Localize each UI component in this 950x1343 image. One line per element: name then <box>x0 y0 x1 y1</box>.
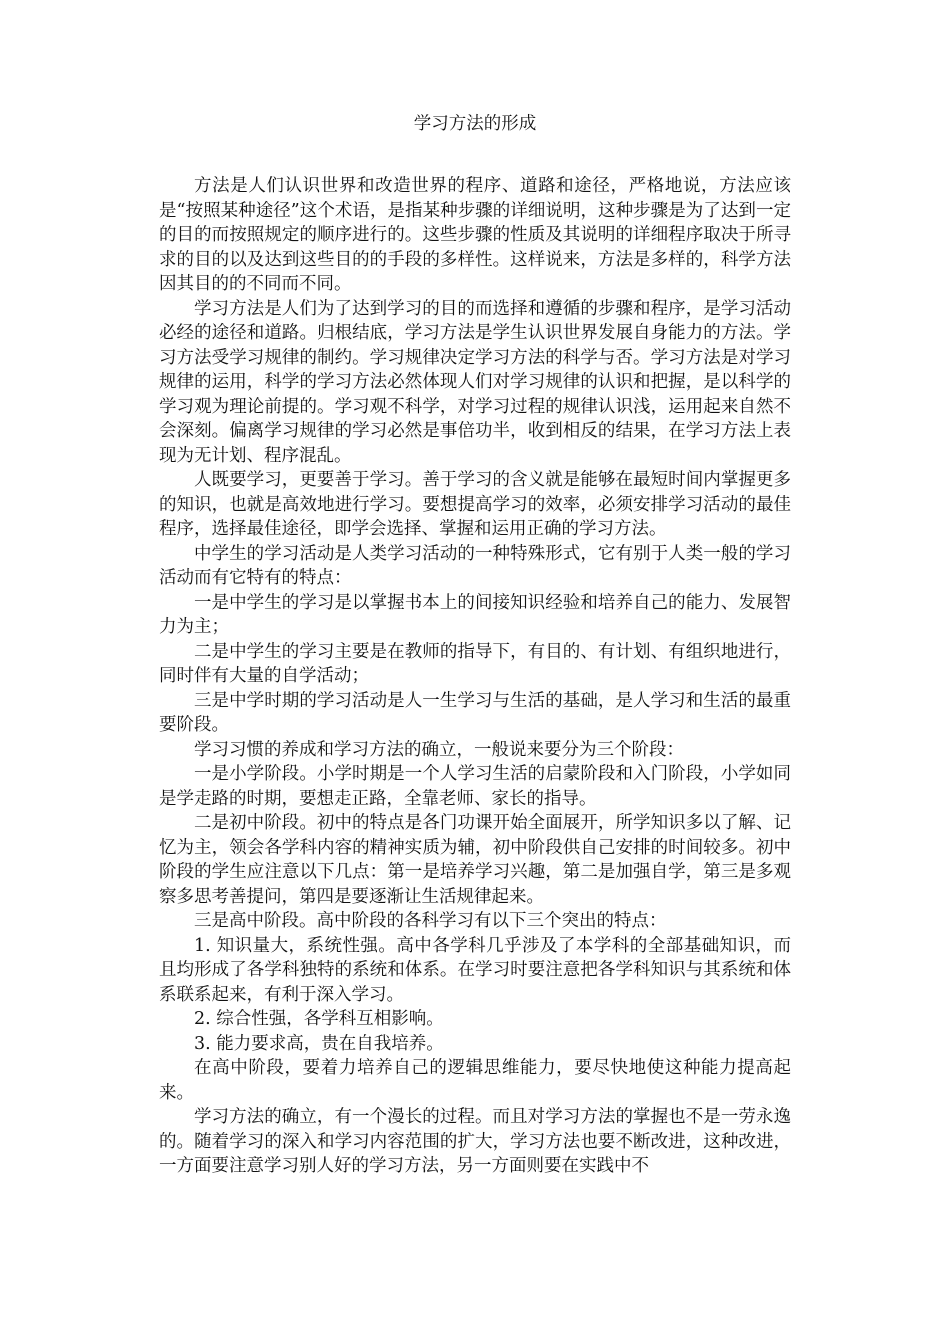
paragraph-14: 3. 能力要求高，贵在自我培养。 <box>194 1033 444 1054</box>
paragraph-5: 一是中学生的学习是以掌握书本上的间接知识经验和培养自己的能力、发展智力为主； <box>159 592 791 637</box>
paragraph-13: 2. 综合性强，各学科互相影响。 <box>194 1009 444 1029</box>
paragraph-8: 学习习惯的养成和学习方法的确立，一般说来要分为三个阶段： <box>194 739 684 760</box>
document-page <box>159 112 791 1179</box>
paragraph-11: 三是高中阶段。高中阶段的各科学习有以下三个突出的特点： <box>194 911 667 931</box>
paragraph-15: 在高中阶段，要着力培养自己的逻辑思维能力，要尽快地使这种能力提高起来。 <box>159 1058 791 1103</box>
paragraph-7: 三是中学时期的学习活动是人一生学习与生活的基础，是人学习和生活的最重要阶段。 <box>159 690 791 735</box>
paragraph-6: 二是中学生的学习主要是在教师的指导下，有目的、有计划、有组织地进行，同时伴有大量的自学活动； <box>159 641 791 686</box>
paragraph-2: 学习方法是人们为了达到学习的目的而选择和遵循的步骤和程序，是学习活动必经的途径和道路。归根结底，学习方法是学生认识世界发展自身能力的方法。学习方法受学习规律的制约。学习规律决定学习方法的科学与否。学习方法是对学习规律的运用，科学的学习方法必然体现人们对学习规律的认识和把握，是以科学的学习观为理论前提的。学习观不科学，对学习过程的规律认识浅，运用起来自然不会深刻。偏离学习规律的学习必然是事倍功半，收到相反的结果，在学习方法上表现为无计划、程序混乱。 <box>159 298 791 466</box>
paragraph-1: 方法是人们认识世界和改造世界的程序、道路和途径，严格地说，方法应该是“按照某种途径”这个术语，是指某种步骤的详细说明，这种步骤是为了达到一定的目的而按照规定的顺序进行的。这些步骤的性质及其说明的详细程序取决于所寻求的目的以及达到这些目的的手段的多样性。这样说来，方法是多样的，科学方法因其目的的不同而不同。 <box>159 176 791 294</box>
paragraph-12: 1. 知识量大，系统性强。高中各学科几乎涉及了本学科的全部基础知识，而且均形成了各学科独特的系统和体系。在学习时要注意把各学科知识与其系统和体系联系起来，有利于深入学习。 <box>159 935 791 1005</box>
paragraph-10: 二是初中阶段。初中的特点是各门功课开始全面展开，所学知识多以了解、记忆为主，领会各学科内容的精神实质为辅，初中阶段供自己安排的时间较多。初中阶段的学生应注意以下几点：第一是培养学习兴趣，第二是加强自学，第三是多观察多思考善提问，第四是要逐渐让生活规律起来。 <box>159 813 791 907</box>
paragraph-4: 中学生的学习活动是人类学习活动的一种特殊形式，它有别于人类一般的学习活动而有它特有的特点： <box>159 543 791 588</box>
document-title: 学习方法的形成 <box>413 114 537 134</box>
paragraph-3: 人既要学习，更要善于学习。善于学习的含义就是能够在最短时间内掌握更多的知识，也就是高效地进行学习。要想提高学习的效率，必须安排学习活动的最佳程序，选择最佳途径，即学会选择、掌握和运用正确的学习方法。 <box>159 470 791 539</box>
paragraph-16: 学习方法的确立，有一个漫长的过程。而且对学习方法的掌握也不是一劳永逸的。随着学习的深入和学习内容范围的扩大，学习方法也要不断改进，这种改进，一方面要注意学习别人好的学习方法，另一方面则要在实践中不 <box>159 1107 791 1176</box>
paragraph-9: 一是小学阶段。小学时期是一个人学习生活的启蒙阶段和入门阶段，小学如同是学走路的时期，要想走正路，全靠老师、家长的指导。 <box>159 764 791 809</box>
